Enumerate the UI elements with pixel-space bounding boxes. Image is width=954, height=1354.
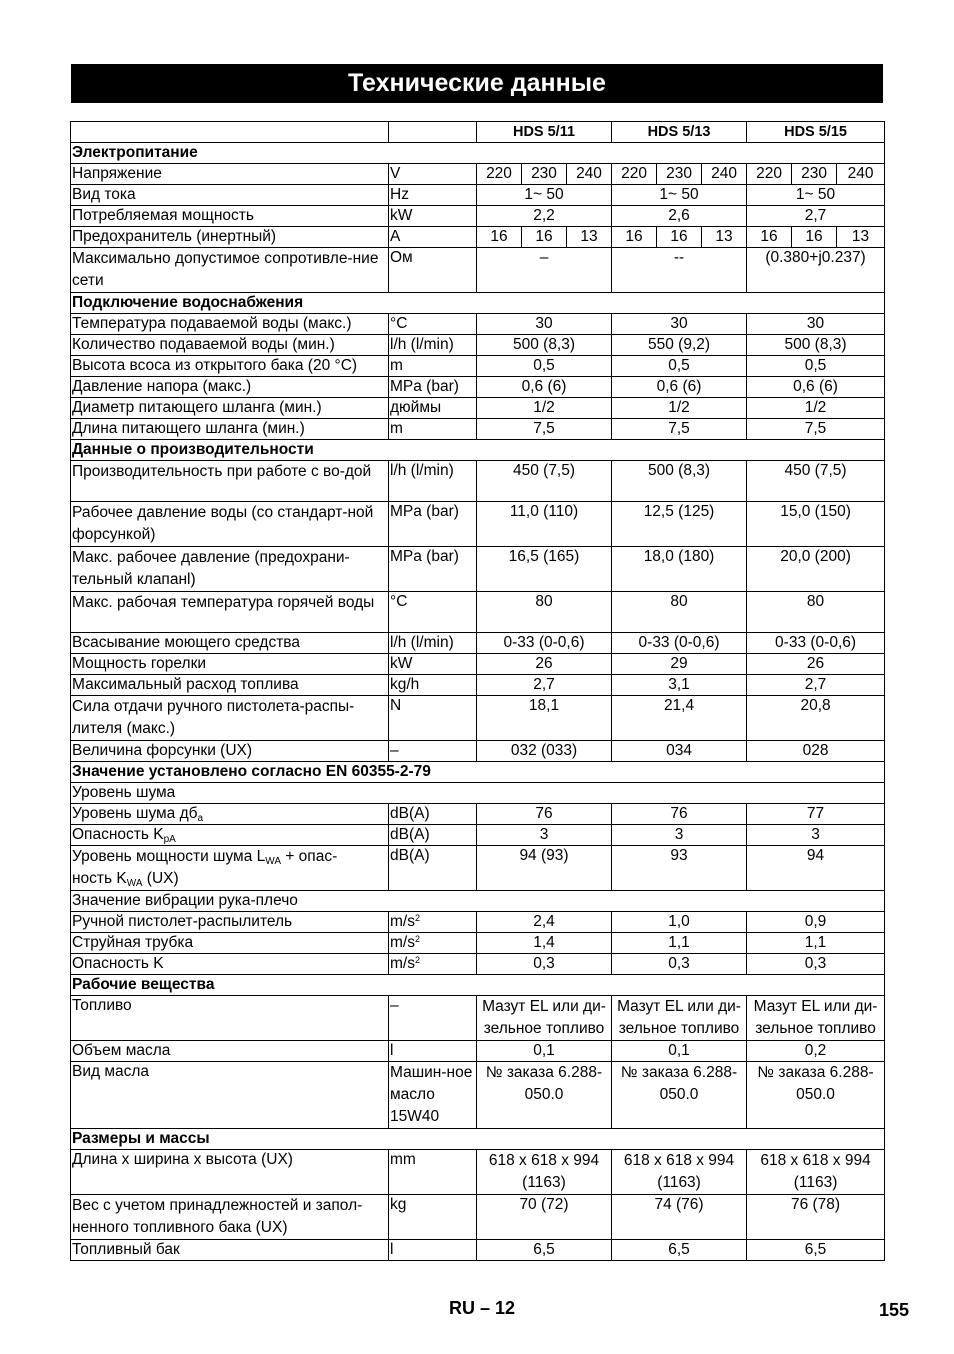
cell-value: 220 xyxy=(477,164,522,185)
row-label: Мощность горелки xyxy=(71,654,389,675)
cell-value: 7,5 xyxy=(612,419,747,440)
row-unit: l/h (l/min) xyxy=(389,461,477,502)
row-unit: kW xyxy=(389,206,477,227)
row-label: Количество подаваемой воды (мин.) xyxy=(71,335,389,356)
cell-value: 0,5 xyxy=(612,356,747,377)
cell-value: 30 xyxy=(477,314,612,335)
table-row xyxy=(71,227,885,248)
cell-value: 7,5 xyxy=(477,419,612,440)
cell-value: 1~ 50 xyxy=(612,185,747,206)
cell-value: 21,4 xyxy=(612,696,747,741)
row-unit: m xyxy=(389,419,477,440)
section-heading: Электропитание xyxy=(71,143,885,164)
cell-value: 16 xyxy=(477,227,522,248)
cell-value: № заказа 6.288-050.0 xyxy=(477,1062,612,1129)
cell-value: 0-33 (0-0,6) xyxy=(747,633,885,654)
row-unit: dB(A) xyxy=(389,846,477,891)
row-unit: MPa (bar) xyxy=(389,547,477,592)
cell-value: 240 xyxy=(702,164,747,185)
cell-value: 12,5 (125) xyxy=(612,502,747,547)
section-heading: Значение установлено согласно EN 60355-2-79 xyxy=(71,762,885,783)
cell-value: 1,4 xyxy=(477,933,612,954)
table-row xyxy=(71,356,885,377)
cell-value: 76 (78) xyxy=(747,1195,885,1240)
cell-value: 6,5 xyxy=(477,1240,612,1261)
cell-value: 550 (9,2) xyxy=(612,335,747,356)
cell-value: 93 xyxy=(612,846,747,891)
row-label: Струйная трубка xyxy=(71,933,389,954)
cell-value: 034 xyxy=(612,741,747,762)
cell-value: 6,5 xyxy=(612,1240,747,1261)
table-row xyxy=(71,1041,885,1062)
cell-value: 1,1 xyxy=(612,933,747,954)
row-label: Макс. рабочее давление (предохрани-тельный клапанl) xyxy=(71,547,389,592)
cell-value: 26 xyxy=(747,654,885,675)
cell-value: 2,7 xyxy=(747,675,885,696)
row-label: Величина форсунки (UX) xyxy=(71,741,389,762)
row-unit: l/h (l/min) xyxy=(389,633,477,654)
header-blank xyxy=(71,122,389,143)
row-unit: °C xyxy=(389,592,477,633)
cell-value: 1~ 50 xyxy=(477,185,612,206)
cell-value: 7,5 xyxy=(747,419,885,440)
subsection-row xyxy=(71,891,885,912)
cell-value: 16,5 (165) xyxy=(477,547,612,592)
row-label: Вид тока xyxy=(71,185,389,206)
cell-value: 3 xyxy=(747,825,885,846)
row-label: Сила отдачи ручного пистолета-распы-лителя (макс.) xyxy=(71,696,389,741)
section-heading: Рабочие вещества xyxy=(71,975,885,996)
row-unit: – xyxy=(389,996,477,1041)
row-label: Уровень шума $дб_a$ xyxy=(71,804,389,825)
row-unit: MPa (bar) xyxy=(389,377,477,398)
model-header: HDS 5/15 xyxy=(747,122,885,143)
table-row xyxy=(71,164,885,185)
cell-value: 2,4 xyxy=(477,912,612,933)
cell-value: 0,6 (6) xyxy=(747,377,885,398)
table-row xyxy=(71,654,885,675)
cell-value: 0,6 (6) xyxy=(612,377,747,398)
page-title: Технические данные xyxy=(71,64,883,103)
row-unit: l xyxy=(389,1041,477,1062)
cell-value: 1~ 50 xyxy=(747,185,885,206)
table-row xyxy=(71,846,885,891)
cell-value: 94 xyxy=(747,846,885,891)
cell-value: 80 xyxy=(477,592,612,633)
row-unit: kW xyxy=(389,654,477,675)
cell-value: 77 xyxy=(747,804,885,825)
table-row xyxy=(71,461,885,502)
cell-value: 74 (76) xyxy=(612,1195,747,1240)
cell-value: 240 xyxy=(837,164,885,185)
cell-value: 618 x 618 x 994 (1163) xyxy=(612,1150,747,1195)
cell-value: 3,1 xyxy=(612,675,747,696)
cell-value: 18,0 (180) xyxy=(612,547,747,592)
cell-value: 230 xyxy=(792,164,837,185)
cell-value: 450 (7,5) xyxy=(477,461,612,502)
table-row xyxy=(71,419,885,440)
cell-value: 20,0 (200) xyxy=(747,547,885,592)
cell-value: 230 xyxy=(522,164,567,185)
cell-value: 3 xyxy=(612,825,747,846)
section-row xyxy=(71,440,885,461)
row-unit: kg/h xyxy=(389,675,477,696)
section-row xyxy=(71,975,885,996)
row-unit: $m/s^2$ xyxy=(389,912,477,933)
row-label: Топливо xyxy=(71,996,389,1041)
cell-value: 80 xyxy=(612,592,747,633)
cell-value: 76 xyxy=(612,804,747,825)
cell-value: 2,7 xyxy=(477,675,612,696)
cell-value: 70 (72) xyxy=(477,1195,612,1240)
row-unit: mm xyxy=(389,1150,477,1195)
table-row xyxy=(71,185,885,206)
row-label: Напряжение xyxy=(71,164,389,185)
row-label: Максимальный расход топлива xyxy=(71,675,389,696)
cell-value: 028 xyxy=(747,741,885,762)
row-unit: kg xyxy=(389,1195,477,1240)
row-label: Температура подаваемой воды (макс.) xyxy=(71,314,389,335)
row-label: Высота всоса из открытого бака (20 °C) xyxy=(71,356,389,377)
cell-value: 1/2 xyxy=(477,398,612,419)
cell-value: 0,3 xyxy=(477,954,612,975)
table-row xyxy=(71,502,885,547)
cell-value: 220 xyxy=(747,164,792,185)
footer-language-page: RU – 12 xyxy=(449,1298,516,1318)
cell-value: 3 xyxy=(477,825,612,846)
table-row xyxy=(71,675,885,696)
table-row xyxy=(71,1062,885,1129)
row-unit: N xyxy=(389,696,477,741)
row-label: Всасывание моющего средства xyxy=(71,633,389,654)
row-unit: A xyxy=(389,227,477,248)
cell-value: 220 xyxy=(612,164,657,185)
row-label: Давление напора (макс.) xyxy=(71,377,389,398)
cell-value: 0,6 (6) xyxy=(477,377,612,398)
row-label: Вид масла xyxy=(71,1062,389,1129)
cell-value: 0,5 xyxy=(477,356,612,377)
table-row xyxy=(71,912,885,933)
cell-value: 18,1 xyxy=(477,696,612,741)
table-row xyxy=(71,1150,885,1195)
cell-value: 032 (033) xyxy=(477,741,612,762)
header-row xyxy=(71,122,885,143)
table-row xyxy=(71,825,885,846)
cell-value: 500 (8,3) xyxy=(477,335,612,356)
cell-value: 1/2 xyxy=(612,398,747,419)
table-row xyxy=(71,933,885,954)
section-heading: Размеры и массы xyxy=(71,1129,885,1150)
row-label: Потребляемая мощность xyxy=(71,206,389,227)
technical-data-table xyxy=(70,121,885,1261)
row-label: Ручной пистолет-распылитель xyxy=(71,912,389,933)
row-label: Длина питающего шланга (мин.) xyxy=(71,419,389,440)
row-unit: dB(A) xyxy=(389,804,477,825)
subsection-heading: Уровень шума xyxy=(71,783,885,804)
cell-value: 26 xyxy=(477,654,612,675)
model-header: HDS 5/11 xyxy=(477,122,612,143)
cell-value: 0,1 xyxy=(477,1041,612,1062)
cell-value: 0,3 xyxy=(612,954,747,975)
cell-value: 500 (8,3) xyxy=(747,335,885,356)
subsection-row xyxy=(71,783,885,804)
row-unit: $m/s^2$ xyxy=(389,933,477,954)
cell-value: 618 x 618 x 994 (1163) xyxy=(477,1150,612,1195)
row-unit: $m/s^2$ xyxy=(389,954,477,975)
cell-value: (0.380+j0.237) xyxy=(747,248,885,293)
cell-value: 13 xyxy=(567,227,612,248)
section-row xyxy=(71,293,885,314)
row-label: Производительность при работе с во-дой xyxy=(71,461,389,502)
row-unit: Hz xyxy=(389,185,477,206)
row-label: Топливный бак xyxy=(71,1240,389,1261)
cell-value: 13 xyxy=(702,227,747,248)
cell-value: 230 xyxy=(657,164,702,185)
table-row xyxy=(71,335,885,356)
table-row xyxy=(71,248,885,293)
row-label: Опасность K xyxy=(71,954,389,975)
row-unit: l/h (l/min) xyxy=(389,335,477,356)
section-row xyxy=(71,1129,885,1150)
table-row xyxy=(71,314,885,335)
cell-value: 30 xyxy=(612,314,747,335)
section-heading: Данные о производительности xyxy=(71,440,885,461)
table-row xyxy=(71,547,885,592)
cell-value: Мазут EL или ди-зельное топливо xyxy=(612,996,747,1041)
cell-value: 16 xyxy=(522,227,567,248)
cell-value: 16 xyxy=(657,227,702,248)
model-header: HDS 5/13 xyxy=(612,122,747,143)
cell-value: -- xyxy=(612,248,747,293)
row-unit: V xyxy=(389,164,477,185)
cell-value: 29 xyxy=(612,654,747,675)
cell-value: 450 (7,5) xyxy=(747,461,885,502)
row-unit: MPa (bar) xyxy=(389,502,477,547)
cell-value: 1/2 xyxy=(747,398,885,419)
cell-value: № заказа 6.288-050.0 xyxy=(747,1062,885,1129)
row-unit: dB(A) xyxy=(389,825,477,846)
page-number: 155 xyxy=(879,1300,910,1320)
table-row xyxy=(71,377,885,398)
section-row xyxy=(71,762,885,783)
table-row xyxy=(71,741,885,762)
table-row xyxy=(71,696,885,741)
cell-value: 30 xyxy=(747,314,885,335)
section-heading: Подключение водоснабжения xyxy=(71,293,885,314)
row-unit: m xyxy=(389,356,477,377)
cell-value: 20,8 xyxy=(747,696,885,741)
row-label: Максимально допустимое сопротивле-ние сети xyxy=(71,248,389,293)
cell-value: 0-33 (0-0,6) xyxy=(612,633,747,654)
cell-value: № заказа 6.288-050.0 xyxy=(612,1062,747,1129)
row-unit: Машин-ное масло 15W40 xyxy=(389,1062,477,1129)
row-label: Объем масла xyxy=(71,1041,389,1062)
cell-value: 500 (8,3) xyxy=(612,461,747,502)
cell-value: 76 xyxy=(477,804,612,825)
table-row xyxy=(71,1195,885,1240)
table-row xyxy=(71,633,885,654)
table-row xyxy=(71,206,885,227)
row-unit: дюймы xyxy=(389,398,477,419)
row-label: Рабочее давление воды (со стандарт-ной форсункой) xyxy=(71,502,389,547)
cell-value: Мазут EL или ди-зельное топливо xyxy=(477,996,612,1041)
table-row xyxy=(71,996,885,1041)
cell-value: 1,1 xyxy=(747,933,885,954)
row-label: Опасность $K_{pA}$ xyxy=(71,825,389,846)
cell-value: 16 xyxy=(792,227,837,248)
cell-value: 0,5 xyxy=(747,356,885,377)
cell-value: 0,2 xyxy=(747,1041,885,1062)
section-row xyxy=(71,143,885,164)
row-label: Предохранитель (инертный) xyxy=(71,227,389,248)
cell-value: 2,2 xyxy=(477,206,612,227)
row-label: Диаметр питающего шланга (мин.) xyxy=(71,398,389,419)
cell-value: 16 xyxy=(612,227,657,248)
cell-value: Мазут EL или ди-зельное топливо xyxy=(747,996,885,1041)
row-unit: – xyxy=(389,741,477,762)
row-unit: Ом xyxy=(389,248,477,293)
cell-value: 80 xyxy=(747,592,885,633)
table-row xyxy=(71,592,885,633)
table-row xyxy=(71,954,885,975)
cell-value: 0,1 xyxy=(612,1041,747,1062)
cell-value: 11,0 (110) xyxy=(477,502,612,547)
cell-value: 240 xyxy=(567,164,612,185)
row-unit: l xyxy=(389,1240,477,1261)
table-row xyxy=(71,1240,885,1261)
cell-value: – xyxy=(477,248,612,293)
subsection-heading: Значение вибрации рука-плечо xyxy=(71,891,885,912)
cell-value: 94 (93) xyxy=(477,846,612,891)
cell-value: 2,7 xyxy=(747,206,885,227)
row-label: Уровень мощности шума $L_{WA}$ + опас- ность $K_{WA}$ (UX) xyxy=(71,846,389,891)
row-label: Длина x ширина x высота (UX) xyxy=(71,1150,389,1195)
cell-value: 618 x 618 x 994 (1163) xyxy=(747,1150,885,1195)
cell-value: 2,6 xyxy=(612,206,747,227)
row-label: Вес с учетом принадлежностей и запол-ненного топливного бака (UX) xyxy=(71,1195,389,1240)
cell-value: 0,3 xyxy=(747,954,885,975)
cell-value: 13 xyxy=(837,227,885,248)
table-row xyxy=(71,398,885,419)
cell-value: 0,9 xyxy=(747,912,885,933)
row-label: Макс. рабочая температура горячей воды xyxy=(71,592,389,633)
cell-value: 1,0 xyxy=(612,912,747,933)
cell-value: 16 xyxy=(747,227,792,248)
cell-value: 0-33 (0-0,6) xyxy=(477,633,612,654)
cell-value: 15,0 (150) xyxy=(747,502,885,547)
row-unit: °C xyxy=(389,314,477,335)
header-unit-blank xyxy=(389,122,477,143)
table-row xyxy=(71,804,885,825)
cell-value: 6,5 xyxy=(747,1240,885,1261)
